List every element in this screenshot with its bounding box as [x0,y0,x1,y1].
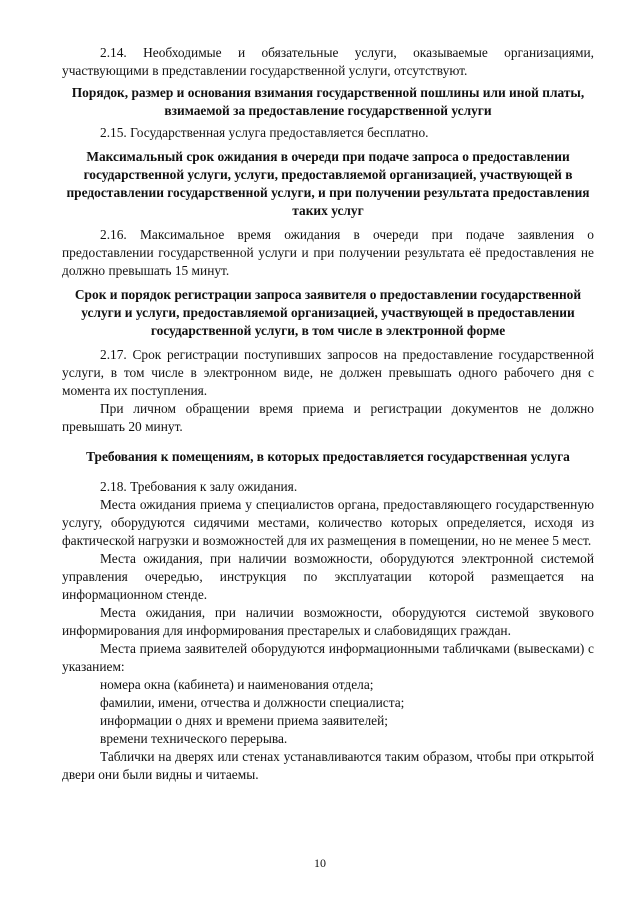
paragraph-2-18-a: Места ожидания приема у специалистов органа, предоставляющего государственную услугу, оборудуются сидячими местами, количество которых определяется, исходя из фактической нагрузки и возможностей для их размещения в помещении, но не менее 5 мест. [62,497,594,548]
paragraph-2-15: 2.15. Государственная услуга предоставляется бесплатно. [100,125,429,140]
document-page [62,44,594,784]
heading-premises: Требования к помещениям, в которых предоставляется государственная услуга [86,449,570,464]
paragraph-2-18-e: Таблички на дверях или стенах устанавливаются таким образом, чтобы при открытой двери они были видны и читаемы. [62,749,594,782]
paragraph-2-14: 2.14. Необходимые и обязательные услуги, оказываемые организациями, участвующими в представлении государственной услуги, отсутствуют. [62,45,594,78]
heading-registration: Срок и порядок регистрации запроса заявителя о предоставлении государственной услуги и услуги, предоставляемой организацией, участвующей в предоставлении государственной услуги, в том числе в электронной форме [74,287,582,338]
list-item: информации о днях и времени приема заявителей; [100,713,388,728]
paragraph-2-17-b: При личном обращении время приема и регистрации документов не должно превышать 20 минут. [62,401,594,434]
paragraph-2-18: 2.18. Требования к залу ожидания. [100,479,298,494]
page-number: 10 [314,856,326,870]
list-item: времени технического перерыва. [100,731,288,746]
paragraph-2-16: 2.16. Максимальное время ожидания в очереди при подаче заявления о предоставлении государственной услуги и при получении результата её предоставления не должно превышать 15 минут. [62,227,594,278]
heading-queue: Максимальный срок ожидания в очереди при подаче запроса о предоставлении государственной услуги, услуги, предоставляемой организацией, участвующей в предоставлении государственной услуги, и при получении результата предоставления таких услуг [66,149,590,218]
paragraph-2-18-c: Места ожидания, при наличии возможности, оборудуются системой звукового информирования для информирования престарелых и слабовидящих граждан. [62,605,594,638]
paragraph-2-18-d: Места приема заявителей оборудуются информационными табличками (вывесками) с указанием: [62,641,594,674]
list-item: фамилии, имени, отчества и должности специалиста; [100,695,405,710]
list-item: номера окна (кабинета) и наименования отдела; [100,677,374,692]
heading-fee: Порядок, размер и основания взимания государственной пошлины или иной платы, взимаемой за предоставление государственной услуги [71,85,585,118]
paragraph-2-18-b: Места ожидания, при наличии возможности, оборудуются электронной системой управления очередью, инструкция по эксплуатации которой размещается на информационном стенде. [62,551,594,602]
paragraph-2-17: 2.17. Срок регистрации поступивших запросов на предоставление государственной услуги, в том числе в электронном виде, не должен превышать одного рабочего дня с момента их поступления. [62,347,594,398]
